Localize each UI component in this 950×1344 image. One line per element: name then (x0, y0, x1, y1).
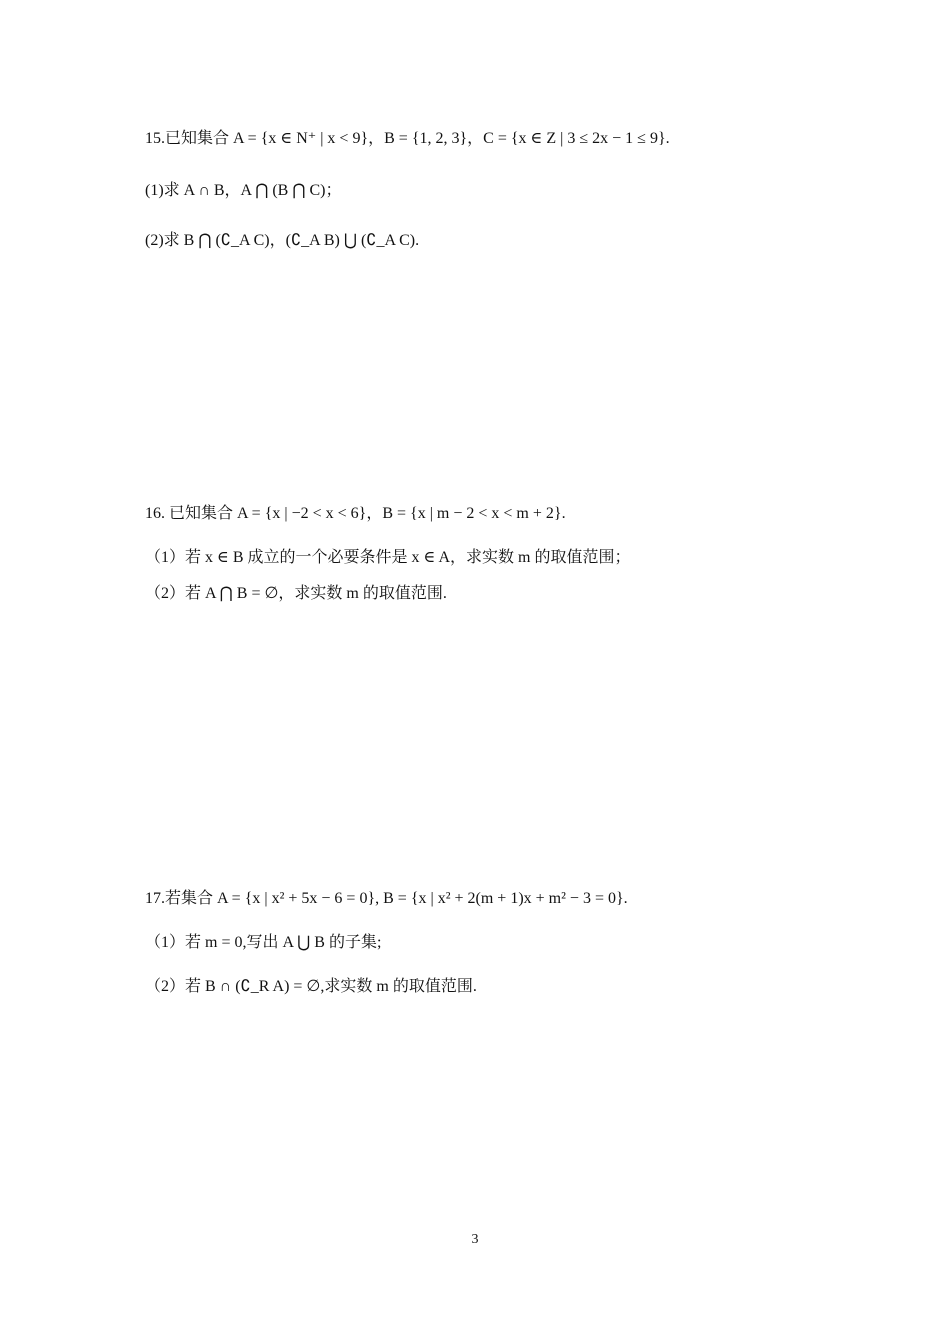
question-16-part-1: （1）若 x ∈ B 成立的一个必要条件是 x ∈ A，求实数 m 的取值范围； (145, 549, 631, 566)
page-number: 3 (471, 1232, 479, 1247)
question-16-stem: 16. 已知集合 A = {x | −2 < x < 6}，B = {x | m − 2 < x < m + 2}. (145, 505, 566, 522)
question-17-part-2: （2）若 B ∩ (∁_R A) = ∅,求实数 m 的取值范围. (145, 978, 477, 995)
question-15-part-2: (2)求 B ⋂ (∁_A C)，(∁_A B) ⋃ (∁_A C). (145, 232, 420, 249)
question-15-stem: 15.已知集合 A = {x ∈ N⁺ | x < 9}，B = {1, 2, 3}，C = {x ∈ Z | 3 ≤ 2x − 1 ≤ 9}. (145, 130, 670, 147)
question-16-part-2: （2）若 A ⋂ B = ∅，求实数 m 的取值范围. (145, 585, 447, 602)
question-15-part-1: (1)求 A ∩ B，A ⋂ (B ⋂ C)； (145, 182, 342, 199)
question-17-part-1: （1）若 m = 0,写出 A ⋃ B 的子集; (145, 934, 382, 951)
question-17-stem: 17.若集合 A = {x | x² + 5x − 6 = 0}, B = {x | x² + 2(m + 1)x + m² − 3 = 0}. (145, 890, 628, 907)
